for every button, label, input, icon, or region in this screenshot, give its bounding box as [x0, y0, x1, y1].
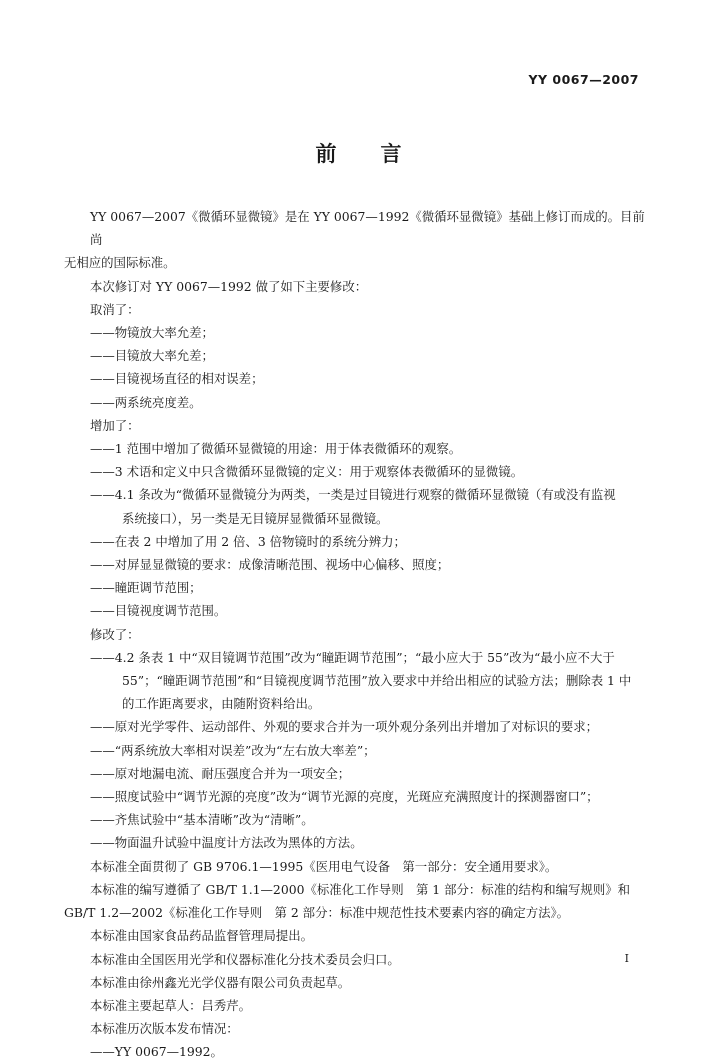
revision-intro: 本次修订对 YY 0067—1992 做了如下主要修改： — [90, 278, 368, 294]
added-item: ——对屏显显微镜的要求：成像清晰范围、视场中心偏移、照度； — [90, 557, 450, 573]
version-history-item: ——YY 0067—1992。 — [90, 1044, 223, 1060]
main-drafter: 本标准主要起草人：吕秀芹。 — [90, 997, 252, 1013]
added-item-continuation: 系统接口），另一类是无目镜屏显微循环显微镜。 — [122, 510, 389, 526]
added-item: ——4.1 条改为“微循环显微镜分为两类，一类是过目镜进行观察的微循环显微镜（有或没有监视 — [90, 487, 616, 503]
gbt-statement-line-2: GB/T 1.2—2002《标准化工作导则 第 2 部分：标准中规范性技术要素内容的确定方法》。 — [64, 905, 570, 921]
added-item: ——3 术语和定义中只含微循环显微镜的定义：用于观察体表微循环的显微镜。 — [90, 464, 524, 480]
modified-item-continued — [64, 692, 650, 715]
added-item: ——瞳距调节范围； — [90, 580, 202, 596]
page-title — [0, 138, 717, 168]
drafting-unit: 本标准由徐州鑫光光学仪器有限公司负责起草。 — [90, 974, 351, 990]
removed-item: ——两系统亮度差。 — [90, 394, 202, 410]
modified-item: ——齐焦试验中“基本清晰”改为“清晰”。 — [90, 812, 314, 828]
foreword-body — [64, 205, 650, 1064]
removed-item: ——目镜放大率允差； — [90, 348, 214, 364]
modified-item: ——照度试验中“调节光源的亮度”改为“调节光源的亮度，光斑应充满照度计的探测器窗口”； — [90, 789, 599, 805]
modified-item: ——4.2 条表 1 中“双目镜调节范围”改为“瞳距调节范围”；“最小应大于 55”改为“最小应不大于 — [90, 649, 615, 665]
title-char-1: 前 — [315, 142, 337, 166]
page-number: I — [624, 952, 629, 965]
gbt-statement-line-1: 本标准的编写遵循了 GB/T 1.1—2000《标准化工作导则 第 1 部分：标准的结构和编写规则》和 — [90, 881, 630, 897]
modified-item-continued — [64, 669, 650, 692]
modified-item: ——原对地漏电流、耐压强度合并为一项安全； — [90, 765, 351, 781]
modified-item-continuation: 55”；“瞳距调节范围”和“目镜视度调节范围”放入要求中并给出相应的试验方法；删除表 1 中 — [122, 673, 632, 689]
version-history-label: 本标准历次版本发布情况： — [90, 1021, 239, 1037]
gb9706-statement: 本标准全面贯彻了 GB 9706.1—1995《医用电气设备 第一部分：安全通用要求》。 — [90, 858, 558, 874]
modified-item: ——原对光学零件、运动部件、外观的要求合并为一项外观分条列出并增加了对标识的要求； — [90, 719, 599, 735]
document-code: YY 0067—2007 — [528, 72, 639, 87]
added-item: ——目镜视度调节范围。 — [90, 603, 227, 619]
added-label: 增加了： — [90, 417, 140, 433]
added-item: ——1 范围中增加了微循环显微镜的用途：用于体表微循环的观察。 — [90, 441, 462, 457]
removed-label: 取消了： — [90, 301, 140, 317]
removed-item: ——目镜视场直径的相对误差； — [90, 371, 264, 387]
added-item-continued — [64, 507, 650, 530]
modified-label: 修改了： — [90, 626, 140, 642]
intro-line-1: YY 0067—2007《微循环显微镜》是在 YY 0067—1992《微循环显微镜》基础上修订而成的。目前尚 — [90, 209, 645, 248]
added-item: ——在表 2 中增加了用 2 倍、3 倍物镜时的系统分辨力； — [90, 533, 406, 549]
title-char-2: 言 — [380, 142, 402, 166]
modified-item-continuation: 的工作距离要求，由随附资料给出。 — [122, 696, 321, 712]
centralized-by: 本标准由全国医用光学和仪器标准化分技术委员会归口。 — [90, 951, 400, 967]
modified-item: ——物面温升试验中温度计方法改为黑体的方法。 — [90, 835, 363, 851]
proposed-by: 本标准由国家食品药品监督管理局提出。 — [90, 928, 314, 944]
intro-line-2: 无相应的国际标准。 — [64, 255, 176, 271]
removed-item: ——物镜放大率允差； — [90, 325, 214, 341]
modified-item: ——“两系统放大率相对误差”改为“左右放大率差”； — [90, 742, 376, 758]
